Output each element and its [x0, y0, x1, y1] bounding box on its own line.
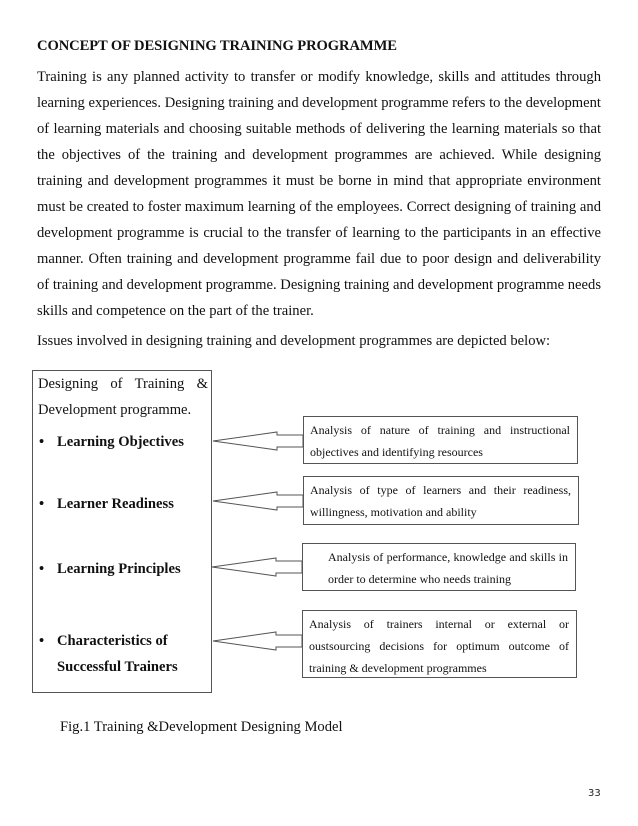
analysis-box-principles: [302, 543, 576, 591]
analysis-text: Analysis of nature of training and instructional objectives and identifying resources: [310, 423, 570, 459]
left-arrow-icon: [213, 432, 303, 450]
section-heading: CONCEPT OF DESIGNING TRAINING PROGRAMME: [37, 38, 397, 54]
left-arrow-icon: [213, 492, 303, 510]
bullet-icon: •: [39, 633, 45, 649]
intro-paragraph: Training is any planned activity to transfer or modify knowledge, skills and attitudes through learning experiences. Designing training and development programme refers to the development of learning materials and choosing suitable methods of delivering the learning materials so that the objectives of the training and development programmes are achieved. While designing training and development programmes it must be borne in mind that appropriate environment must be created to foster maximum learning of the employees. Correct designing of training and development programme is crucial to the transfer of learning to the participants in an effective manner. Often training and development programme fail due to poor design and deliverability of training and development programme. Designing training and development programme needs skills and competence on the part of the trainer.: [37, 69, 601, 319]
analysis-text: Analysis of type of learners and their readiness, willingness, motivation and ability: [310, 483, 571, 519]
analysis-text: Analysis of trainers internal or external or oustsourcing decisions for optimum outcome of training & development programmes: [309, 617, 569, 675]
designing-programme-title: Designing of Training & Development programme.: [38, 376, 208, 418]
figure-caption: Fig.1 Training &Development Designing Model: [60, 719, 343, 735]
analysis-text: Analysis of performance, knowledge and skills in order to determine who needs training: [328, 550, 568, 586]
item-label: Learner Readiness: [57, 496, 174, 512]
issues-paragraph: Issues involved in designing training and development programmes are depicted below:: [37, 333, 551, 349]
bullet-icon: •: [39, 561, 45, 577]
left-arrow-icon: [213, 632, 302, 650]
item-label: Learning Objectives: [57, 434, 184, 450]
item-label: Characteristics of: [57, 633, 168, 649]
bullet-icon: •: [39, 434, 45, 450]
page-number: 33: [588, 788, 601, 799]
left-arrow-icon: [212, 558, 302, 576]
analysis-box-readiness: [303, 476, 579, 525]
item-label: Learning Principles: [57, 561, 181, 577]
item-label-line2: Successful Trainers: [57, 659, 178, 675]
analysis-box-trainers: [302, 610, 577, 678]
bullet-icon: •: [39, 496, 45, 512]
analysis-box-objectives: [303, 416, 578, 464]
